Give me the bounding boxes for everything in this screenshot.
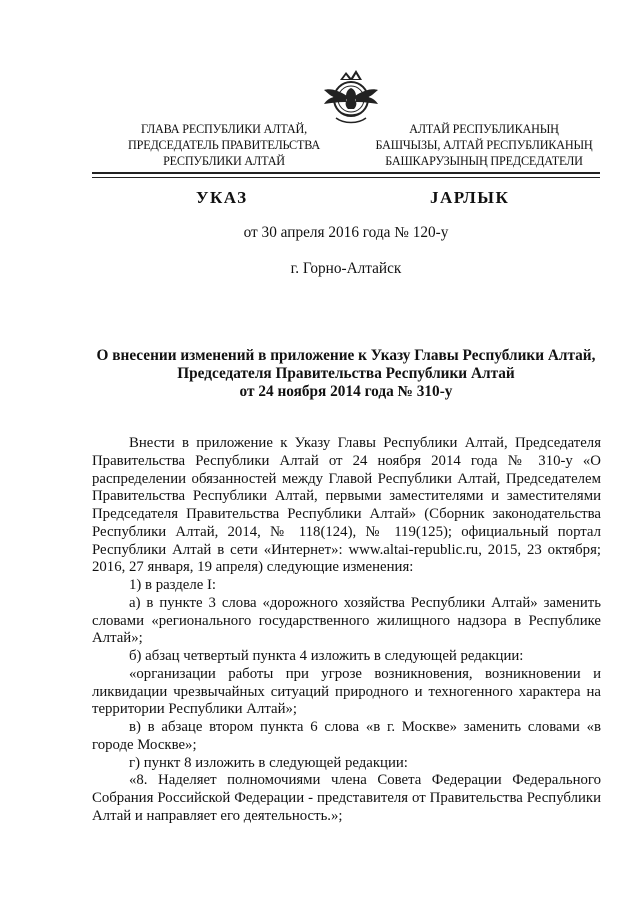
body-paragraph: в) в абзаце втором пункта 6 слова «в г. Москве» заменить словами «в городе Москве»; [92,719,601,753]
body-paragraph: «организации работы при угрозе возникновения, возникновении и ликвидации чрезвычайных ситуаций природного и техногенного характера на территории Республики Алтай»; [92,665,601,718]
header-left-block [118,121,330,169]
body-paragraph: б) абзац четвертый пункта 4 изложить в следующей редакции: [129,648,524,664]
header-left-line: ПРЕДСЕДАТЕЛЬ ПРАВИТЕЛЬСТВА [128,138,320,152]
body-paragraph: «8. Наделяет полномочиями члена Совета Федерации Федерального Собрания Российской Федерации - представителя от Правительства Республики Алтай и направляет его деятельность.»; [92,772,601,824]
header-divider-thin [92,177,600,178]
coat-of-arms-emblem [318,66,384,128]
document-body [92,435,601,826]
header-right-block [368,121,600,169]
document-title [92,347,600,401]
document-title-line: Председателя Правительства Республики Алтай [177,365,515,382]
body-paragraph: Внести в приложение к Указу Главы Республики Алтай, Председателя Правительства Республики Алтай от 24 ноября 2014 года № 310-у «О распределении обязанностей между Главой Республики Алтай, Председателем Правительства Республики Алтай, первыми заместителями и заместителями Председателя Правительства Республики Алтай» (Сборник законодательства Республики Алтай, 2014, № 118(124), № 119(125); официальный портал Республики Алтай в сети «Интернет»: www.altai-republic.ru, 2015, 23 октября; 2016, 27 января, 19 апреля) следующие изменения: [92,435,601,576]
header-right-line: БАШЧЫЗЫ, АЛТАЙ РЕСПУБЛИКАНЫҢ [375,138,593,152]
header-right-line: АЛТАЙ РЕСПУБЛИКАНЫҢ [409,122,559,136]
header-left-line: ГЛАВА РЕСПУБЛИКИ АЛТАЙ, [141,122,307,136]
header-left-line: РЕСПУБЛИКИ АЛТАЙ [163,154,285,168]
header-right-line: БАШКАРУЗЫНЫҢ ПРЕДСЕДАТЕЛИ [385,154,583,168]
body-paragraph: г) пункт 8 изложить в следующей редакции: [129,754,408,771]
document-title-line: О внесении изменений в приложение к Указу Главы Республики Алтай, [96,347,596,364]
decree-city: г. Горно-Алтайск [290,260,402,277]
decree-title-russian: УКАЗ [196,188,248,207]
decree-date: от 30 апреля 2016 года № 120-у [243,224,449,241]
body-paragraph: а) в пункте 3 слова «дорожного хозяйства Республики Алтай» заменить словами «регионального государственного жилищного надзора в Республике Алтай»; [92,594,601,647]
document-title-line: от 24 ноября 2014 года № 310-у [239,383,453,400]
body-paragraph: 1) в разделе I: [129,577,217,593]
decree-title-altai: JАРЛЫК [430,188,510,207]
header-divider-thick [92,172,600,174]
